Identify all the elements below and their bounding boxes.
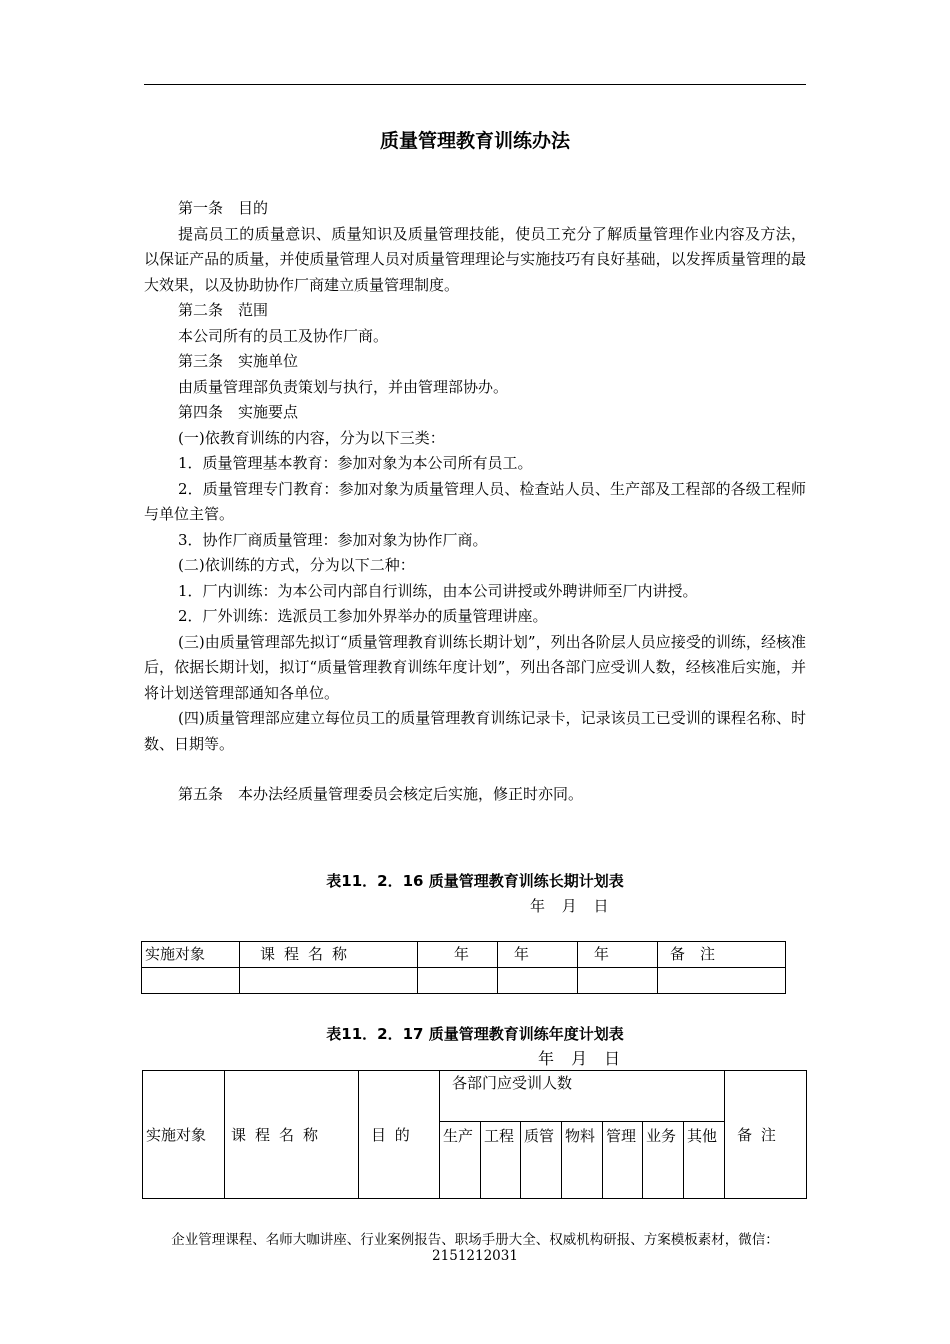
- article-4-item-3: (三)由质量管理部先拟订“质量管理教育训练长期计划”，列出各阶层人员应接受的训练，经核准后，依据长期计划，拟订“质量管理教育训练年度计划”，列出各部门应受训人数，经核准后实施，并将计划送管理部通知各单位。: [144, 632, 806, 702]
- article-5-text: 第五条 本办法经质量管理委员会核定后实施，修正时亦同。: [178, 785, 584, 803]
- table2-date: 年 月 日: [538, 1049, 621, 1068]
- article-4-item-2-2: 2．厂外训练：选派员工参加外界举办的质量管理讲座。: [178, 607, 548, 625]
- department-header-cell: 生产: [440, 1122, 481, 1199]
- table-row: [142, 942, 786, 968]
- table-header-cell: 年: [498, 942, 578, 968]
- document-body: [144, 196, 806, 808]
- table-row: [143, 1071, 807, 1122]
- table-header-cell: [240, 942, 418, 968]
- table-header-cell: 实施对象: [143, 1071, 225, 1199]
- table-cell: [498, 968, 578, 994]
- document-title: 质量管理教育训练办法: [379, 130, 570, 152]
- footer-line-2: 2151212031: [432, 1248, 518, 1264]
- article-1-heading: 第一条 目的: [178, 199, 269, 217]
- table-cell: [142, 968, 240, 994]
- article-4-item-2: (二)依训练的方式，分为以下二种：: [178, 556, 415, 574]
- article-2-heading: 第二条 范围: [178, 301, 269, 319]
- annual-plan-table: [142, 1070, 807, 1199]
- table-cell: [578, 968, 658, 994]
- article-4-item-1-2: 2．质量管理专门教育：参加对象为质量管理人员、检查站人员、生产部及工程部的各级工程师与单位主管。: [144, 479, 806, 523]
- article-2-text: 本公司所有的员工及协作厂商。: [178, 326, 389, 345]
- table1-caption: 表11．2．16 质量管理教育训练长期计划表: [326, 872, 624, 890]
- table2-caption: 表11．2．17 质量管理教育训练年度计划表: [326, 1025, 624, 1043]
- table-header-cell: [225, 1071, 359, 1199]
- article-3-text: 由质量管理部负责策划与执行，并由管理部协办。: [178, 377, 509, 396]
- table-group-header: 各部门应受训人数: [440, 1071, 725, 1122]
- department-header-cell: 工程: [481, 1122, 521, 1199]
- table-cell: [418, 968, 498, 994]
- table-header-cell: 年: [418, 942, 498, 968]
- table-header-cell: 目 的: [359, 1071, 440, 1199]
- department-header-cell: 质管: [521, 1122, 562, 1199]
- footer-line-1: 企业管理课程、名师大咖讲座、行业案例报告、职场手册大全、权威机构研报、方案模板素材，微信：: [171, 1232, 779, 1248]
- article-4-heading: 第四条 实施要点: [178, 403, 299, 421]
- table1-date: 年 月 日: [530, 897, 609, 915]
- table-header-cell: 实施对象: [142, 942, 240, 968]
- department-header-cell: 物料: [562, 1122, 603, 1199]
- table-header-cell: 备 注: [658, 942, 786, 968]
- table-cell: [240, 968, 418, 994]
- table-header-cell: 备 注: [725, 1071, 807, 1199]
- long-term-plan-table: [141, 941, 786, 994]
- table-header-cell: 年: [578, 942, 658, 968]
- article-4-item-1: (一)依教育训练的内容，分为以下三类：: [178, 428, 445, 447]
- department-header-cell: 管理: [603, 1122, 643, 1199]
- table-row: [142, 968, 786, 994]
- table-header-text: 课程名称: [231, 1126, 328, 1144]
- article-3-heading: 第三条 实施单位: [178, 352, 299, 370]
- footer-note: [144, 1232, 806, 1264]
- table-header-text: 课程名称: [260, 945, 357, 963]
- header-rule: [144, 84, 806, 85]
- article-4-item-4: (四)质量管理部应建立每位员工的质量管理教育训练记录卡，记录该员工已受训的课程名称、时数、日期等。: [144, 709, 806, 753]
- article-1-text: 提高员工的质量意识、质量知识及质量管理技能，使员工充分了解质量管理作业内容及方法，以保证产品的质量，并使质量管理人员对质量管理理论与实施技巧有良好基础，以发挥质量管理的最大效果，以及协助协作厂商建立质量管理制度。: [144, 224, 806, 294]
- article-4-item-2-1: 1．厂内训练：为本公司内部自行训练，由本公司讲授或外聘讲师至厂内讲授。: [178, 581, 698, 600]
- table-cell: [658, 968, 786, 994]
- department-header-cell: 业务: [643, 1122, 684, 1199]
- article-4-item-1-3: 3．协作厂商质量管理：参加对象为协作厂商。: [178, 530, 488, 549]
- article-4-item-1-1: 1．质量管理基本教育：参加对象为本公司所有员工。: [178, 454, 533, 472]
- department-header-cell: 其他: [684, 1122, 725, 1199]
